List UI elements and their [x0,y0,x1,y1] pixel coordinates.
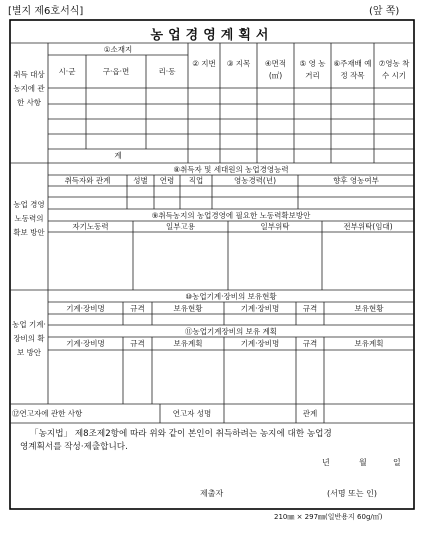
sec3-row-label: 농업 기계·장비의 확보 방안 [12,320,46,357]
date-month: 월 [359,458,367,467]
equip-name-header-1: 기계·장비명 [66,304,105,313]
crop-header: ⑥주재배 예정 작목 [333,59,372,80]
labor-plan-header: ⑨취득농지의 농업경영에 필요한 노동력확보방안 [151,211,311,220]
partial-hire-header: 일부고용 [166,222,195,231]
location-header: ①소재지 [103,45,133,54]
job-header: 직업 [188,176,204,185]
plan-name-header-2: 기계·장비명 [240,339,280,348]
gueupmyeon-header: 구·읍·면 [102,67,130,76]
jibeon-header: ② 지번 [192,59,216,68]
ridong-header: 리·동 [158,67,176,76]
form-title: 농업경영계획서 [150,28,274,43]
sec1-row-label: 취득 대상 농지에 관한 사항 [13,70,45,107]
plan-plan-header-1: 보유계획 [173,339,203,348]
equip-spec-header-2: 규격 [302,304,318,313]
area-header: ④면적 (㎡) [264,59,287,80]
plan-spec-header-2: 규격 [302,339,318,348]
plan-spec-header-1: 규격 [130,339,145,348]
page-side: (앞 쪽) [369,6,400,17]
equip-status-header-2: 보유현황 [354,304,384,313]
date-day: 일 [393,458,401,467]
relation-header: 취득자와 관계 [64,176,111,185]
equip-status-header-1: 보유현황 [173,304,203,313]
plan-name-header-1: 기계·장비명 [66,339,105,348]
relative-label: ⑫연고자에 관한 사항 [12,409,83,418]
career-header: 영농경력(년) [233,176,277,185]
sec2-row-label: 농업 경영 노동력의 확보 방안 [13,200,45,237]
distance-header: ⑤ 영 농 거리 [299,59,326,80]
start-header: ⑦영농 착수 시기 [378,59,410,80]
age-header: 연령 [159,176,175,185]
future-farming-header: 향후 영농여부 [333,176,379,185]
equip-name-header-2: 기계·장비명 [240,304,280,313]
ability-header: ⑧취득자 및 세대원의 농업경영능력 [173,165,289,174]
date-year: 년 [322,458,330,467]
jimok-header: ③ 지목 [226,59,251,68]
self-labor-header: 자기노동력 [72,222,109,231]
plan-plan-header-2: 보유계획 [354,339,384,348]
relative-name-label: 연고자 성명 [172,409,212,418]
equip-spec-header-1: 규격 [130,304,145,313]
full-consign-header: 전부위탁(임대) [343,222,393,231]
partial-consign-header: 일부위탁 [260,222,290,231]
gender-header: 성별 [133,176,148,185]
future-equipment-header: ⑪농업기계장비의 보유 계획 [185,327,277,336]
owned-equipment-header: ⑩농업기계·장비의 보유현황 [185,292,277,301]
paper-size-footnote: 210㎜ × 297㎜(일반용지 60g/㎡) [274,513,383,521]
signature-label: (서명 또는 인) [327,489,377,498]
total-label: 계 [114,151,122,160]
submitter-label: 제출자 [200,489,224,498]
relative-relation-label: 관계 [302,409,318,418]
declaration-line-1: 「농지법」 제8조제2항에 따라 위와 같이 본인이 취득하려는 농지에 대한 농업경 [30,429,332,439]
declaration-line-2: 영계획서를 작성·제출합니다. [20,442,128,452]
sigun-header: 시·군 [58,67,76,76]
form-number: [별지 제6호서식] [8,6,84,17]
